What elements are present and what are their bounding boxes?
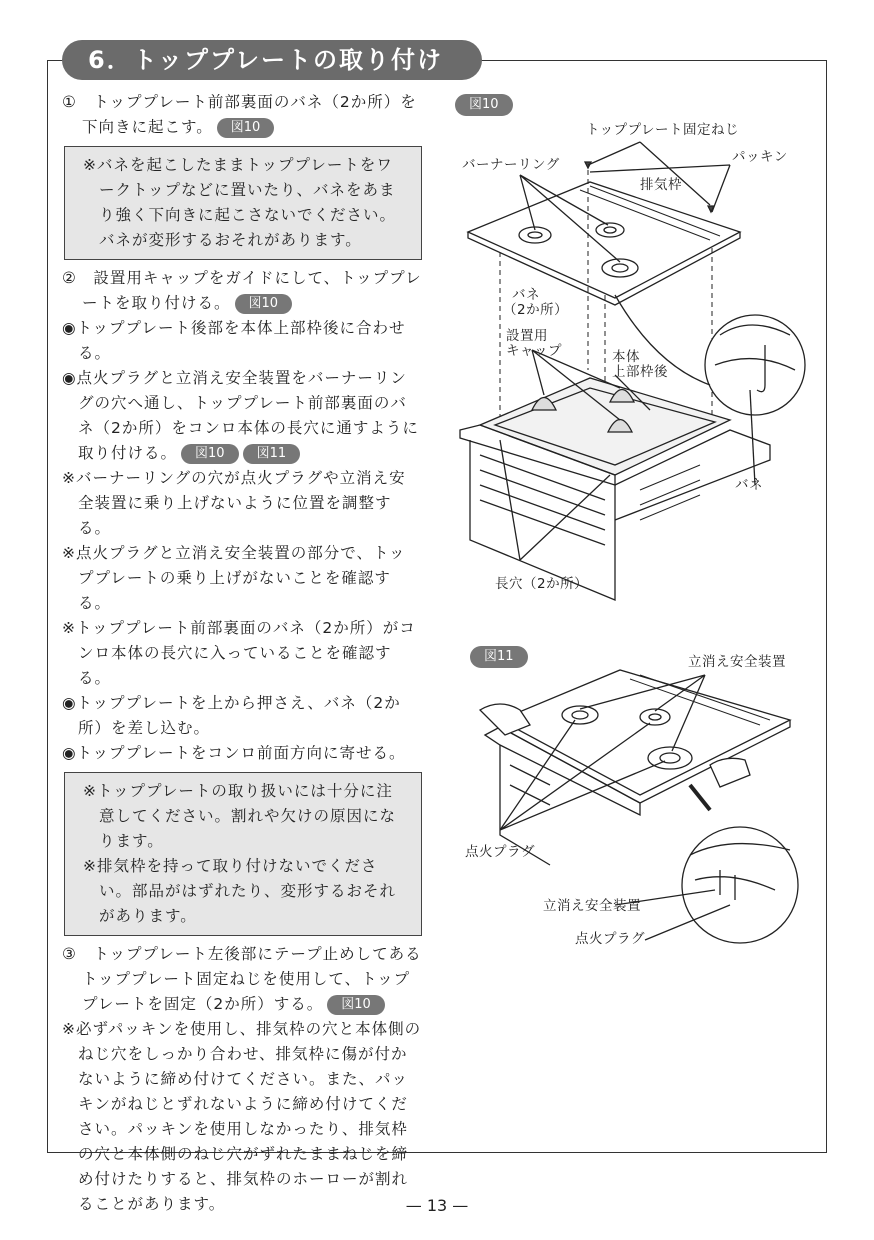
bullet-1: ◉トッププレート後部を本体上部枠後に合わせる。 [62, 319, 406, 362]
label-igniter-zoom: 点火プラグ [575, 931, 645, 947]
label-flame-safety-zoom: 立消え安全装置 [543, 898, 641, 914]
label-cap-b: キャップ [506, 343, 562, 359]
section-title: 6．トッププレートの取り付け [62, 40, 482, 80]
caution-box-1: ※バネを起こしたままトッププレートをワークトップなどに置いたり、バネをあまり強く下向きに起こさないでください。バネが変形するおそれがあります。 [64, 146, 422, 260]
step-3: ③ トッププレート左後部にテープ止めしてあるトッププレート固定ねじを使用して、トッププレートを固定（2か所）する。 図10 [62, 945, 422, 1013]
caution-box-2: ※トッププレートの取り扱いには十分に注意してください。割れや欠けの原因になります。 ※排気枠を持って取り付けないでください。部品がはずれたり、変形するおそれがあります。 [64, 772, 422, 936]
fig-ref-pill: 図11 [243, 444, 301, 464]
fig-ref-pill: 図10 [181, 444, 239, 464]
label-cap-a: 設置用 [506, 328, 548, 344]
bullet-4: ◉トッププレートをコンロ前面方向に寄せる。 [62, 744, 406, 762]
note-3: ※トッププレート前部裏面のバネ（2か所）がコンロ本体の長穴に入っていることを確認する。 [62, 619, 416, 687]
step-2: ② 設置用キャップをガイドにして、トッププレートを取り付ける。 図10 [62, 269, 422, 312]
bullet-3: ◉トッププレートを上から押さえ、バネ（2か所）を差し込む。 [62, 694, 401, 737]
page-number: — 13 — [405, 1196, 469, 1215]
instructions-column [62, 90, 422, 1217]
fig-ref-pill: 図10 [217, 118, 275, 138]
label-spring-b: （2か所） [503, 302, 569, 318]
label-body-b: 上部枠後 [612, 364, 668, 380]
label-spring: バネ [735, 477, 763, 493]
step-1: ① トッププレート前部裏面のバネ（2か所）を下向きに起こす。 図10 [62, 93, 417, 136]
note-4: ※必ずパッキンを使用し、排気枠の穴と本体側のねじ穴をしっかり合わせ、排気枠に傷が付かないように締め付けてください。また、パッキンがねじとずれないように締め付けてください。パッキンを使用しなかったり、排気枠の穴と本体側のねじ穴がずれたままねじを締め付けたりすると、排気枠のホーローが割れることがあります。 [62, 1020, 422, 1213]
fig-ref-pill: 図10 [235, 294, 293, 314]
label-slot: 長穴（2か所） [495, 576, 589, 592]
note-2: ※点火プラグと立消え安全装置の部分で、トッププレートの乗り上げがないことを確認する。 [62, 544, 406, 612]
label-igniter: 点火プラグ [465, 844, 535, 860]
label-spring-a: バネ [512, 287, 540, 303]
label-flame-safety: 立消え安全装置 [688, 654, 786, 670]
figure-10-tag: 図10 [455, 94, 513, 116]
bullet-2: ◉点火プラグと立消え安全装置をバーナーリングの穴へ通し、トッププレート前部裏面のバネ（2か所）をコンロ本体の長穴に通すように取り付ける。 図10 図11 [62, 369, 419, 462]
label-body-a: 本体 [612, 349, 640, 365]
label-exhaust: 排気枠 [640, 177, 682, 193]
note-1: ※バーナーリングの穴が点火プラグや立消え安全装置に乗り上げないように位置を調整する。 [62, 469, 406, 537]
figure-11-tag: 図11 [470, 646, 528, 668]
label-screw: トッププレート固定ねじ [586, 122, 740, 138]
label-burner-ring: バーナーリング [462, 157, 560, 173]
fig-ref-pill: 図10 [327, 995, 385, 1015]
label-packing: パッキン [732, 149, 788, 165]
